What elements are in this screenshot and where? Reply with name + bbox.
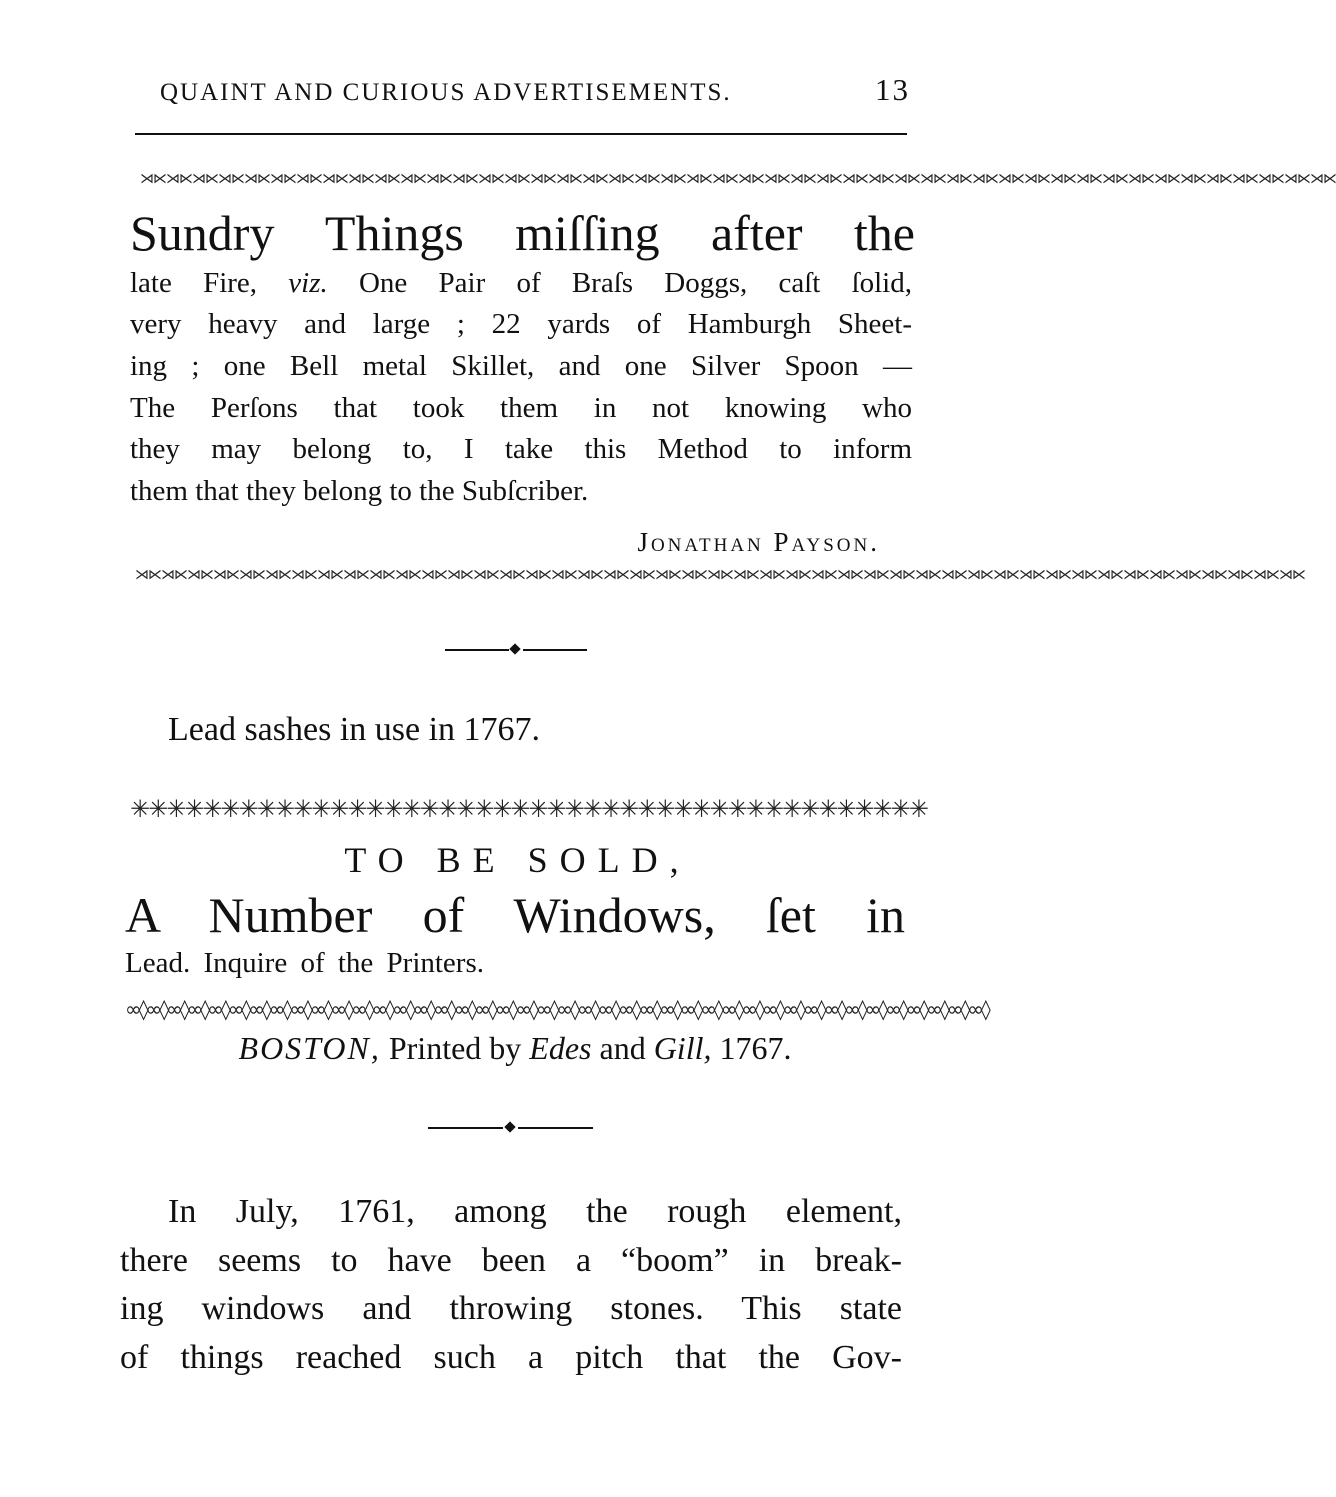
advertisement-signature: Jonathan Payson. xyxy=(637,527,880,557)
advertisement-imprint xyxy=(125,1025,905,1071)
imprint-printer: Gill, xyxy=(653,1030,712,1066)
diamond-ornament-icon xyxy=(509,643,520,654)
ornamental-chain-border: ∞◊∞◊∞◊∞◊∞◊∞◊∞◊∞◊∞◊∞◊∞◊∞◊∞◊∞◊∞◊∞◊∞◊∞◊∞◊∞◊∞◊∞◊∞◊∞◊∞◊∞◊∞◊∞◊∞◊∞◊∞◊∞◊∞◊∞◊∞◊∞◊∞◊∞◊∞◊∞◊∞◊∞◊ xyxy=(125,997,988,1021)
advertisement-heading: TO BE SOLD, xyxy=(344,840,691,880)
body-text-line: ing windows and throwing stones. This state xyxy=(120,1290,902,1327)
imprint-year: 1767. xyxy=(719,1030,792,1066)
imprint-place: BOSTON, xyxy=(238,1030,381,1066)
imprint-printed-by: Printed by xyxy=(388,1030,522,1066)
advertisement-text-line: late Fire, viz. One Pair of Braſs Doggs, caſt ſolid, xyxy=(130,267,912,299)
body-text-line: In July, 1761, among the rough element, xyxy=(168,1193,902,1230)
diamond-ornament-icon xyxy=(504,1121,515,1132)
advertisement-text-line: they may belong to, I take this Method to inform xyxy=(130,433,912,465)
section-note: Lead sashes in use in 1767. xyxy=(168,711,541,748)
imprint-printer: Edes xyxy=(529,1030,592,1066)
advertisement-heading: Sundry Things miſſing after the xyxy=(130,205,915,261)
advertisement-text-line: Lead. Inquire of the Printers. xyxy=(125,947,485,979)
body-text-line: there seems to have been a “boom” in break- xyxy=(120,1242,902,1279)
running-head xyxy=(160,72,910,112)
running-head-title: QUAINT AND CURIOUS ADVERTISEMENTS. xyxy=(160,79,732,106)
advertisement-text-line: ing ; one Bell metal Skillet, and one Silver Spoon — xyxy=(130,350,912,382)
header-rule xyxy=(135,133,907,135)
advertisement-text-line: A Number of Windows, ſet in xyxy=(125,887,905,943)
body-text-line: of things reached such a pitch that the Gov- xyxy=(120,1339,902,1376)
advertisement-text-line: The Perſons that took them in not knowing who xyxy=(130,392,912,424)
advertisement-text-line: them that they belong to the Subſcriber. xyxy=(130,475,589,507)
section-divider xyxy=(445,645,587,655)
page-number: 13 xyxy=(875,72,910,107)
ornamental-border-top: ⋊⋉⋊⋉⋊⋉⋊⋉⋊⋉⋊⋉⋊⋉⋊⋉⋊⋉⋊⋉⋊⋉⋊⋉⋊⋉⋊⋉⋊⋉⋊⋉⋊⋉⋊⋉⋊⋉⋊⋉⋊⋉⋊⋉⋊⋉⋊⋉⋊⋉⋊⋉⋊⋉⋊⋉⋊⋉⋊⋉⋊⋉⋊⋉⋊⋉⋊⋉⋊⋉⋊⋉⋊⋉⋊⋉⋊⋉⋊⋉⋊⋉⋊⋉⋊⋉⋊⋉⋊⋉⋊⋉ xyxy=(140,171,1336,187)
ornamental-border-bottom: ⋊⋉⋊⋉⋊⋉⋊⋉⋊⋉⋊⋉⋊⋉⋊⋉⋊⋉⋊⋉⋊⋉⋊⋉⋊⋉⋊⋉⋊⋉⋊⋉⋊⋉⋊⋉⋊⋉⋊⋉⋊⋉⋊⋉⋊⋉⋊⋉⋊⋉⋊⋉⋊⋉⋊⋉⋊⋉⋊⋉⋊⋉⋊⋉⋊⋉⋊⋉⋊⋉⋊⋉⋊⋉⋊⋉⋊⋉⋊⋉⋊⋉⋊⋉⋊⋉⋊⋉⋊⋉ xyxy=(135,567,1305,583)
imprint-and: and xyxy=(599,1030,646,1066)
section-divider xyxy=(428,1123,593,1133)
advertisement-text-line: very heavy and large ; 22 yards of Hamburgh Sheet- xyxy=(130,308,912,340)
ornamental-star-border: ✳✳✳✳✳✳✳✳✳✳✳✳✳✳✳✳✳✳✳✳✳✳✳✳✳✳✳✳✳✳✳✳✳✳✳✳✳✳✳✳✳✳✳✳ xyxy=(130,795,927,823)
